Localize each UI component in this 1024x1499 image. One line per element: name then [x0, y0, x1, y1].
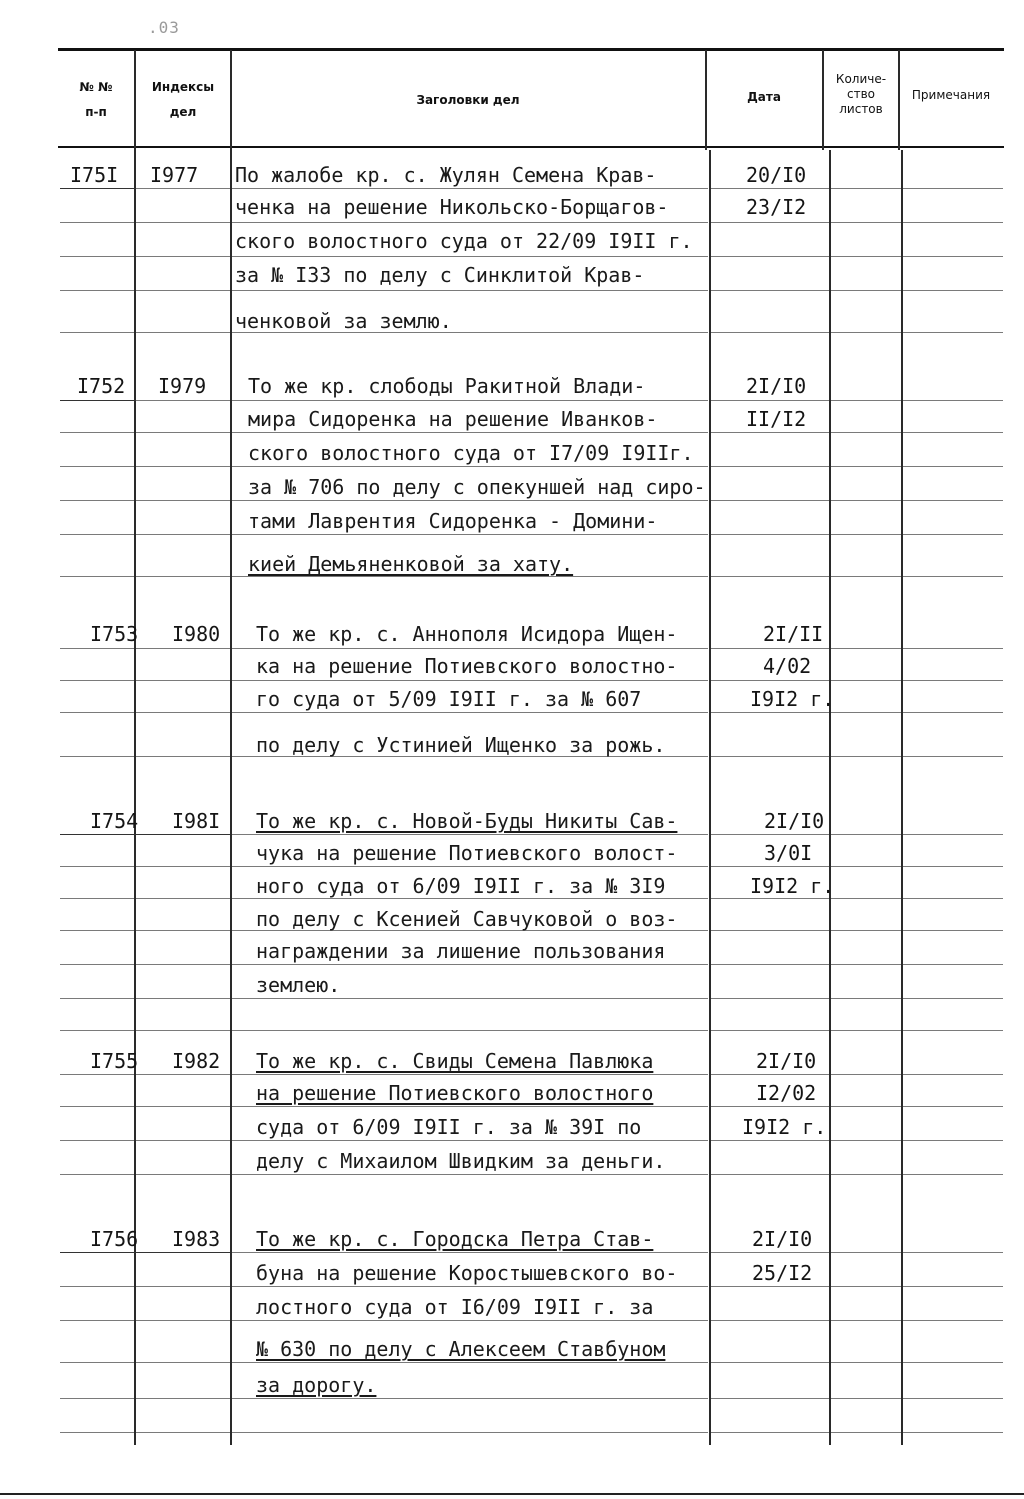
- title-line: ского волостного суда от 22/09 I9II г.: [235, 229, 693, 253]
- record-number: I755: [90, 1049, 139, 1073]
- record-date: 25/I2: [752, 1261, 813, 1285]
- ruled-line: [711, 1432, 829, 1433]
- ruled-line: [711, 400, 829, 401]
- ruled-line: [831, 1252, 901, 1253]
- record-date: I2/02: [756, 1081, 817, 1105]
- record-number: I753: [90, 622, 139, 646]
- ruled-line: [60, 930, 134, 931]
- title-line: чука на решение Потиевского волост-: [256, 841, 678, 865]
- ruled-line: [831, 222, 901, 223]
- ruled-line: [60, 290, 134, 291]
- ruled-line: [711, 712, 829, 713]
- ruled-line: [831, 964, 901, 965]
- record-date: 2I/I0: [756, 1049, 817, 1073]
- ruled-line: [903, 1320, 1003, 1321]
- ruled-line: [711, 1074, 829, 1075]
- ruled-line: [60, 1174, 134, 1175]
- ruled-line: [232, 188, 708, 189]
- ruled-line: [136, 1030, 230, 1031]
- ruled-line: [232, 712, 708, 713]
- title-line: мира Сидоренка на решение Иванков-: [248, 407, 658, 431]
- ruled-line: [232, 256, 708, 257]
- ruled-line: [711, 964, 829, 965]
- page-mark: .03: [148, 18, 180, 37]
- ruled-line: [232, 534, 708, 535]
- ruled-line: [831, 332, 901, 333]
- title-line: на решение Потиевского волостного: [256, 1081, 654, 1105]
- ruled-line: [903, 898, 1003, 899]
- ruled-line: [831, 1320, 901, 1321]
- ruled-line: [136, 1432, 230, 1433]
- ruled-line: [903, 222, 1003, 223]
- ruled-line: [903, 1432, 1003, 1433]
- ruled-line: [136, 930, 230, 931]
- ruled-line: [903, 756, 1003, 757]
- ruled-line: [831, 834, 901, 835]
- ruled-line: [60, 1030, 134, 1031]
- ruled-line: [136, 466, 230, 467]
- record-date: II/I2: [746, 407, 807, 431]
- ruled-line: [136, 1074, 230, 1075]
- ruled-line: [711, 466, 829, 467]
- ruled-line: [903, 466, 1003, 467]
- ruled-line: [136, 576, 230, 577]
- title-line: № 630 по делу с Алексеем Ставбуном: [256, 1337, 666, 1361]
- ruled-line: [831, 400, 901, 401]
- ruled-line: [711, 222, 829, 223]
- ruled-line: [136, 1320, 230, 1321]
- title-line: за № I33 по делу с Синклитой Крав-: [235, 263, 645, 287]
- ruled-line: [711, 1320, 829, 1321]
- record-index: I979: [158, 374, 207, 398]
- ruled-line: [60, 1286, 134, 1287]
- ruled-line: [903, 1106, 1003, 1107]
- header-sheets: Количе- ство листов: [835, 72, 887, 116]
- ruled-line: [831, 466, 901, 467]
- title-line: буна на решение Коростышевского во-: [256, 1261, 678, 1285]
- title-line: ченка на решение Никольско-Борщагов-: [235, 195, 669, 219]
- ruled-line: [831, 290, 901, 291]
- ruled-line: [232, 680, 708, 681]
- ruled-line: [831, 432, 901, 433]
- underline-rule: [60, 188, 136, 189]
- underline-rule: [136, 834, 230, 835]
- ruled-line: [232, 1320, 708, 1321]
- ruled-line: [232, 1140, 708, 1141]
- ruled-line: [711, 432, 829, 433]
- title-line: за № 706 по делу с опекуншей над сиро-: [248, 475, 706, 499]
- record-date: I9I2 г.: [750, 687, 835, 711]
- record-index: I982: [172, 1049, 221, 1073]
- ruled-line: [831, 256, 901, 257]
- ruled-line: [831, 1030, 901, 1031]
- ruled-line: [711, 1106, 829, 1107]
- ruled-line: [831, 998, 901, 999]
- ruled-line: [60, 534, 134, 535]
- record-date: 4/02: [763, 654, 812, 678]
- ruled-line: [711, 680, 829, 681]
- ruled-line: [136, 400, 230, 401]
- ruled-line: [136, 1398, 230, 1399]
- ruled-line: [831, 534, 901, 535]
- ruled-line: [232, 500, 708, 501]
- ruled-line: [831, 1362, 901, 1363]
- title-line: го суда от 5/09 I9II г. за № 607: [256, 687, 642, 711]
- ruled-line: [711, 930, 829, 931]
- ruled-line: [232, 834, 708, 835]
- ruled-line: [136, 1362, 230, 1363]
- record-index: I983: [172, 1227, 221, 1251]
- ruled-line: [903, 256, 1003, 257]
- ruled-line: [711, 1286, 829, 1287]
- record-index: I98I: [172, 809, 221, 833]
- ruled-line: [60, 500, 134, 501]
- record-number: I75I: [70, 163, 119, 187]
- ruled-line: [831, 866, 901, 867]
- ruled-line: [903, 1252, 1003, 1253]
- ruled-line: [903, 964, 1003, 965]
- ruled-line: [136, 432, 230, 433]
- ruled-line: [60, 648, 134, 649]
- ruled-line: [831, 648, 901, 649]
- header-notes: Примечания: [911, 88, 991, 102]
- ruled-line: [60, 1398, 134, 1399]
- col-divider-sheets: [901, 150, 903, 1445]
- underline-rule: [136, 1252, 230, 1253]
- title-line: ка на решение Потиевского волостно-: [256, 654, 678, 678]
- ruled-line: [136, 898, 230, 899]
- ruled-line: [903, 866, 1003, 867]
- header-title: Заголовки дел: [416, 93, 520, 107]
- ruled-line: [232, 466, 708, 467]
- ruled-line: [232, 1252, 708, 1253]
- ruled-line: [903, 1030, 1003, 1031]
- title-line: ского волостного суда от I7/09 I9IIг.: [248, 441, 694, 465]
- ruled-line: [232, 964, 708, 965]
- title-line: награждении за лишение пользования: [256, 939, 666, 963]
- ruled-line: [903, 332, 1003, 333]
- record-index: I980: [172, 622, 221, 646]
- ruled-line: [903, 500, 1003, 501]
- ruled-line: [831, 576, 901, 577]
- ruled-line: [903, 290, 1003, 291]
- ruled-line: [711, 998, 829, 999]
- title-line: То же кр. с. Новой-Буды Никиты Сав-: [256, 809, 678, 833]
- title-line: суда от 6/09 I9II г. за № 39I по: [256, 1115, 642, 1139]
- ruled-line: [903, 188, 1003, 189]
- ruled-line: [232, 1398, 708, 1399]
- ruled-line: [903, 576, 1003, 577]
- header-date: Дата: [747, 90, 781, 104]
- title-line: по делу с Устинией Ищенко за рожь.: [256, 733, 666, 757]
- ruled-line: [903, 998, 1003, 999]
- record-index: I977: [150, 163, 199, 187]
- ruled-line: [831, 756, 901, 757]
- record-date: I9I2 г.: [750, 874, 835, 898]
- title-line: То же кр. с. Аннополя Исидора Ищен-: [256, 622, 678, 646]
- ruled-line: [903, 1362, 1003, 1363]
- ruled-line: [136, 534, 230, 535]
- ruled-line: [711, 1174, 829, 1175]
- ruled-line: [711, 290, 829, 291]
- ruled-line: [60, 1106, 134, 1107]
- ruled-line: [903, 432, 1003, 433]
- ruled-line: [831, 930, 901, 931]
- ruled-line: [903, 648, 1003, 649]
- underline-rule: [60, 1252, 136, 1253]
- ruled-line: [232, 400, 708, 401]
- ruled-line: [136, 998, 230, 999]
- ruled-line: [903, 400, 1003, 401]
- ruled-line: [136, 222, 230, 223]
- ruled-line: [232, 1174, 708, 1175]
- ruled-line: [60, 1140, 134, 1141]
- ruled-line: [711, 834, 829, 835]
- ruled-line: [60, 866, 134, 867]
- ruled-line: [232, 866, 708, 867]
- ruled-line: [831, 1432, 901, 1433]
- ruled-line: [903, 1140, 1003, 1141]
- title-line: землею.: [256, 973, 341, 997]
- record-date: I9I2 г.: [742, 1115, 827, 1139]
- ruled-line: [60, 712, 134, 713]
- ruled-line: [903, 1174, 1003, 1175]
- ruled-line: [831, 188, 901, 189]
- title-line: ного суда от 6/09 I9II г. за № 3I9: [256, 874, 666, 898]
- ruled-line: [831, 1140, 901, 1141]
- ruled-line: [903, 930, 1003, 931]
- ruled-line: [60, 432, 134, 433]
- ruled-line: [903, 1074, 1003, 1075]
- record-date: 2I/I0: [764, 809, 825, 833]
- ruled-line: [711, 648, 829, 649]
- ruled-line: [903, 834, 1003, 835]
- ruled-line: [232, 432, 708, 433]
- ruled-line: [903, 712, 1003, 713]
- page-bottom-rule: [0, 1493, 1024, 1495]
- ruled-line: [831, 1286, 901, 1287]
- ruled-line: [711, 332, 829, 333]
- ruled-line: [711, 576, 829, 577]
- ruled-line: [903, 1398, 1003, 1399]
- ruled-line: [60, 332, 134, 333]
- ruled-line: [136, 964, 230, 965]
- ruled-line: [60, 964, 134, 965]
- header-top-rule: [58, 48, 1004, 51]
- ruled-line: [831, 712, 901, 713]
- title-line: кией Демьяненковой за хату.: [248, 552, 574, 576]
- ruled-line: [136, 256, 230, 257]
- ruled-line: [136, 1106, 230, 1107]
- ruled-line: [232, 290, 708, 291]
- ruled-line: [232, 1074, 708, 1075]
- ruled-line: [136, 680, 230, 681]
- title-line: По жалобе кр. с. Жулян Семена Крав-: [235, 163, 657, 187]
- ruled-line: [60, 576, 134, 577]
- ruled-line: [711, 256, 829, 257]
- ruled-line: [136, 188, 230, 189]
- ruled-line: [232, 1030, 708, 1031]
- record-date: 20/I0: [746, 163, 807, 187]
- ruled-line: [903, 534, 1003, 535]
- ruled-line: [136, 1140, 230, 1141]
- ruled-line: [711, 500, 829, 501]
- ruled-line: [136, 866, 230, 867]
- ruled-line: [711, 1362, 829, 1363]
- ruled-line: [711, 1140, 829, 1141]
- ruled-line: [711, 1030, 829, 1031]
- ruled-line: [232, 222, 708, 223]
- ruled-line: [831, 680, 901, 681]
- col-divider-index: [230, 50, 232, 1445]
- underline-rule: [60, 834, 136, 835]
- record-date: 2I/I0: [752, 1227, 813, 1251]
- underline-rule: [60, 400, 136, 401]
- ruled-line: [136, 712, 230, 713]
- ruled-line: [903, 680, 1003, 681]
- title-line: тами Лаврентия Сидоренка - Домини-: [248, 509, 658, 533]
- ruled-line: [60, 680, 134, 681]
- ruled-line: [711, 1398, 829, 1399]
- ruled-line: [136, 500, 230, 501]
- record-date: 2I/I0: [746, 374, 807, 398]
- ruled-line: [136, 332, 230, 333]
- ruled-line: [60, 1320, 134, 1321]
- ruled-line: [232, 648, 708, 649]
- col-divider-date: [829, 150, 831, 1445]
- ruled-line: [831, 500, 901, 501]
- ruled-line: [136, 756, 230, 757]
- ruled-line: [232, 1432, 708, 1433]
- ruled-line: [711, 1252, 829, 1253]
- ruled-line: [60, 1362, 134, 1363]
- ruled-line: [60, 1074, 134, 1075]
- ruled-line: [711, 866, 829, 867]
- ruled-line: [60, 998, 134, 999]
- col-divider-title: [709, 150, 711, 1445]
- ruled-line: [60, 222, 134, 223]
- header-number: № № п-п: [79, 80, 113, 119]
- record-date: 23/I2: [746, 195, 807, 219]
- ruled-line: [711, 534, 829, 535]
- ruled-line: [136, 1174, 230, 1175]
- ruled-line: [831, 898, 901, 899]
- header-index: Индексы дел: [151, 80, 215, 119]
- record-number: I752: [77, 374, 126, 398]
- ruled-line: [60, 1432, 134, 1433]
- ruled-line: [232, 998, 708, 999]
- ruled-line: [831, 1074, 901, 1075]
- record-number: I754: [90, 809, 139, 833]
- title-line: То же кр. с. Свиды Семена Павлюка: [256, 1049, 654, 1073]
- ruled-line: [136, 1286, 230, 1287]
- header-bottom-rule: [58, 146, 1004, 148]
- ruled-line: [60, 898, 134, 899]
- record-number: I756: [90, 1227, 139, 1251]
- title-line: То же кр. слободы Ракитной Влади-: [248, 374, 646, 398]
- ruled-line: [136, 290, 230, 291]
- title-line: по делу с Ксенией Савчуковой о воз-: [256, 907, 678, 931]
- ruled-line: [60, 256, 134, 257]
- ruled-line: [136, 648, 230, 649]
- title-line: делу с Михаилом Швидким за деньги.: [256, 1149, 666, 1173]
- record-date: 3/0I: [764, 841, 813, 865]
- title-line: лостного суда от I6/09 I9II г. за: [256, 1295, 654, 1319]
- title-line: ченковой за землю.: [235, 309, 452, 333]
- title-line: То же кр. с. Городска Петра Став-: [256, 1227, 654, 1251]
- ruled-line: [232, 1362, 708, 1363]
- ruled-line: [711, 756, 829, 757]
- record-date: 2I/II: [763, 622, 824, 646]
- ruled-line: [232, 1286, 708, 1287]
- ruled-line: [903, 1286, 1003, 1287]
- title-line: за дорогу.: [256, 1373, 377, 1397]
- ruled-line: [60, 466, 134, 467]
- ruled-line: [831, 1398, 901, 1399]
- ruled-line: [711, 188, 829, 189]
- ruled-line: [232, 1106, 708, 1107]
- ruled-line: [60, 756, 134, 757]
- ruled-line: [831, 1106, 901, 1107]
- ruled-line: [831, 1174, 901, 1175]
